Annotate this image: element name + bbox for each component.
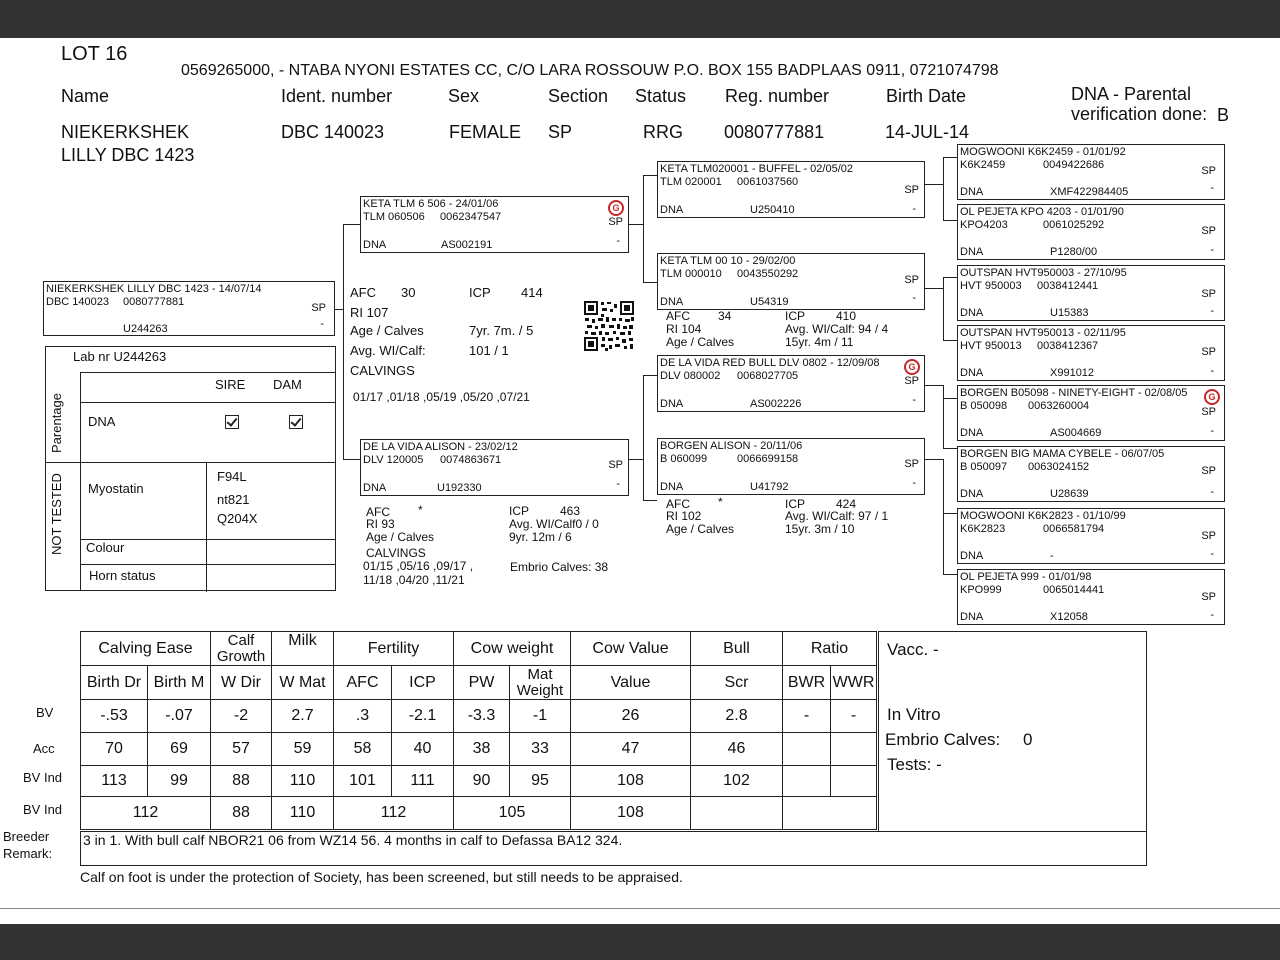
acc-cell: 70 <box>81 733 148 766</box>
ggp6-dash: - <box>1210 486 1214 498</box>
sub-value: Value <box>571 666 691 700</box>
header-reg: Reg. number <box>725 86 830 106</box>
self-age-label: Age / Calves <box>350 323 424 338</box>
gp4-section: SP <box>904 458 919 470</box>
grandparent-box-4[interactable] <box>657 438 925 495</box>
ggp1-reg: 0049422686 <box>1043 159 1105 171</box>
ggp7-id: K6K2823 <box>960 523 1006 535</box>
ggp8-reg: 0065014441 <box>1043 584 1105 596</box>
ggp1-section: SP <box>1201 165 1216 177</box>
gp4-title: BORGEN ALISON - 20/11/06 <box>660 440 803 452</box>
bv-cell: - <box>831 700 877 733</box>
ind-cell <box>783 766 831 797</box>
ind-cell: 95 <box>510 766 571 797</box>
acc-cell <box>831 733 877 766</box>
gp4-ri: RI 102 <box>666 509 702 523</box>
qr-code-icon <box>583 300 635 352</box>
ind2-cell: 108 <box>571 797 691 830</box>
ggp3-title: OUTSPAN HVT950003 - 27/10/95 <box>960 267 1127 279</box>
ggp8-section: SP <box>1201 591 1216 603</box>
ggp6-dna-label: DNA <box>960 488 984 500</box>
ggp3-dna-label: DNA <box>960 307 984 319</box>
ggp6-reg: 0063024152 <box>1028 461 1090 473</box>
ggp6-title: BORGEN BIG MAMA CYBELE - 06/07/05 <box>960 448 1165 460</box>
self-box-dash: - <box>320 318 324 330</box>
sub-birth-m: Birth M <box>148 666 211 700</box>
self-box-title: NIEKERKSHEK LILLY DBC 1423 - 14/07/14 <box>46 283 262 295</box>
gp1-id: TLM 020001 <box>660 176 722 188</box>
bv-cell: .3 <box>334 700 392 733</box>
row-label-acc: Acc <box>33 741 55 756</box>
ind2-cell <box>783 797 877 830</box>
ggp7-dna-label: DNA <box>960 550 984 562</box>
gp2-age-label: Age / Calves <box>666 335 735 349</box>
sub-birth-dr: Birth Dr <box>81 666 148 700</box>
ggp8-title: OL PEJETA 999 - 01/01/98 <box>960 571 1092 583</box>
ggp3-dna: U15383 <box>1050 307 1089 319</box>
ggp5-dash: - <box>1210 425 1214 437</box>
bv-cell: - <box>783 700 831 733</box>
self-age: 7yr. 7m. / 5 <box>469 323 534 338</box>
animal-sex: FEMALE <box>449 122 522 142</box>
dam-afc: * <box>418 503 423 517</box>
great-grandparent-box-2[interactable] <box>957 204 1225 260</box>
parentage-label: Parentage <box>49 393 64 453</box>
ggp5-reg: 0063260004 <box>1028 400 1090 412</box>
self-calvings-label: CALVINGS <box>350 363 415 378</box>
self-wi-label: Avg. WI/Calf: <box>350 343 426 358</box>
gp2-title: KETA TLM 00 10 - 29/02/00 <box>660 255 796 267</box>
ggp4-section: SP <box>1201 346 1216 358</box>
remark-label-1: Breeder <box>3 829 50 844</box>
bv-ind-group-row <box>81 797 877 830</box>
bv-row <box>81 700 877 733</box>
great-grandparent-box-3[interactable] <box>957 265 1225 321</box>
dam-dna-label: DNA <box>363 482 387 494</box>
ggp2-title: OL PEJETA KPO 4203 - 01/01/90 <box>960 206 1124 218</box>
ggp6-section: SP <box>1201 465 1216 477</box>
dam-calvings-label: CALVINGS <box>366 546 426 560</box>
lab-sire-label: SIRE <box>215 377 246 392</box>
bv-cell: -.53 <box>81 700 148 733</box>
sub-mat-weight: Mat Weight <box>510 666 571 700</box>
gp3-dna-label: DNA <box>660 398 684 410</box>
ggp3-reg: 0038412441 <box>1037 280 1099 292</box>
breeder-remark-box <box>80 831 1147 866</box>
vacc-label: Vacc. - <box>887 640 939 659</box>
ggp4-dash: - <box>1210 365 1214 377</box>
ind-cell <box>831 766 877 797</box>
gp1-reg: 0061037560 <box>737 176 799 188</box>
sub-bwr: BWR <box>783 666 831 700</box>
sire-box[interactable] <box>360 196 629 253</box>
myostatin-value-1: F94L <box>217 469 247 484</box>
gp4-id: B 060099 <box>660 453 708 465</box>
bottom-divider <box>0 908 1280 909</box>
breeding-values-table <box>80 631 877 830</box>
grandparent-box-2[interactable] <box>657 253 925 310</box>
dam-title: DE LA VIDA ALISON - 23/02/12 <box>363 441 518 453</box>
society-logo-icon: G <box>1204 389 1220 405</box>
self-icp: 414 <box>521 285 543 300</box>
gp4-icp-label: ICP <box>785 497 806 511</box>
gp1-dna-label: DNA <box>660 204 684 216</box>
lab-panel <box>45 346 336 591</box>
group-cow-weight: Cow weight <box>454 632 571 666</box>
bv-cell: -2.1 <box>392 700 454 733</box>
animal-name-1: NIEKERKSHEK <box>61 122 190 142</box>
horn-status-label: Horn status <box>89 568 156 583</box>
sire-section: SP <box>608 216 623 228</box>
grandparent-box-3[interactable] <box>657 355 925 412</box>
ggp8-dna: X12058 <box>1050 611 1088 623</box>
lab-number: Lab nr U244263 <box>73 349 167 364</box>
ind2-cell: 88 <box>211 797 272 830</box>
acc-cell: 59 <box>272 733 334 766</box>
sub-scr: Scr <box>691 666 783 700</box>
gp4-dna: U41792 <box>750 481 789 493</box>
animal-name-2: LILLY DBC 1423 <box>61 145 195 165</box>
ggp4-reg: 0038412367 <box>1037 340 1099 352</box>
header-dna-1: DNA - Parental <box>1071 84 1192 104</box>
footer-note: Calf on foot is under the protection of Society, has been screened, but still needs to be appraised. <box>80 869 683 885</box>
bv-cell: -.07 <box>148 700 211 733</box>
colour-label: Colour <box>86 540 125 555</box>
ind-cell: 110 <box>272 766 334 797</box>
acc-cell: 69 <box>148 733 211 766</box>
ggp2-dna-label: DNA <box>960 246 984 258</box>
dam-age-label: Age / Calves <box>366 530 435 544</box>
ggp2-section: SP <box>1201 225 1216 237</box>
bv-cell: -2 <box>211 700 272 733</box>
self-afc: 30 <box>401 285 416 300</box>
ggp5-dna-label: DNA <box>960 427 984 439</box>
self-box-reg: 0080777881 <box>123 296 185 308</box>
acc-cell: 46 <box>691 733 783 766</box>
ggp1-dna-label: DNA <box>960 186 984 198</box>
header-birth: Birth Date <box>886 86 967 106</box>
row-label-bv-ind-2: BV Ind <box>23 802 63 817</box>
dam-box[interactable] <box>360 439 629 496</box>
dam-icp: 463 <box>560 504 581 518</box>
ggp1-id: K6K2459 <box>960 159 1006 171</box>
sub-w-dir: W Dir <box>211 666 272 700</box>
dam-afc-label: AFC <box>366 505 390 519</box>
ind-cell: 88 <box>211 766 272 797</box>
gp3-dna: AS002226 <box>750 398 802 410</box>
sire-title: KETA TLM 6 506 - 24/01/06 <box>363 198 499 210</box>
ggp3-id: HVT 950003 <box>960 280 1022 292</box>
self-wi: 101 / 1 <box>469 343 509 358</box>
ggp2-dash: - <box>1210 244 1214 256</box>
ggp5-title: BORGEN B05098 - NINETY-EIGHT - 02/08/05 <box>960 387 1188 399</box>
dam-id: DLV 120005 <box>363 454 424 466</box>
gp2-wi: Avg. WI/Calf: 94 / 4 <box>785 322 889 336</box>
ggp8-dna-label: DNA <box>960 611 984 623</box>
ggp1-dash: - <box>1210 182 1214 194</box>
ggp6-id: B 050097 <box>960 461 1008 473</box>
dam-embrio: Embrio Calves: 38 <box>510 560 609 574</box>
ggp7-reg: 0066581794 <box>1043 523 1105 535</box>
ggp4-title: OUTSPAN HVT950013 - 02/11/95 <box>960 327 1126 339</box>
group-bull: Bull <box>691 632 783 666</box>
embrio-calves-value: 0 <box>1023 730 1033 749</box>
gp1-dash: - <box>912 203 916 215</box>
group-fertility: Fertility <box>334 632 454 666</box>
dam-ri: RI 93 <box>366 517 395 531</box>
gp4-dna-label: DNA <box>660 481 684 493</box>
ggp4-dna: X991012 <box>1050 367 1095 379</box>
ind2-cell <box>691 797 783 830</box>
animal-ident: DBC 140023 <box>281 122 385 142</box>
ind-cell: 113 <box>81 766 148 797</box>
sire-dna-check-icon <box>225 415 239 429</box>
gp4-dash: - <box>912 477 916 489</box>
great-grandparent-box-7[interactable] <box>957 508 1225 564</box>
ggp2-id: KPO4203 <box>960 219 1008 231</box>
header-sex: Sex <box>448 86 480 106</box>
myostatin-value-2: nt821 <box>217 492 250 507</box>
acc-cell: 57 <box>211 733 272 766</box>
gp4-wi: Avg. WI/Calf: 97 / 1 <box>785 509 889 523</box>
gp2-afc-label: AFC <box>666 309 690 323</box>
breeder-remark: 3 in 1. With bull calf NBOR21 06 from WZ14 56. 4 months in calf to Defassa BA12 324. <box>83 832 623 848</box>
ggp3-dash: - <box>1210 305 1214 317</box>
header-ident: Ident. number <box>281 86 393 106</box>
remark-label-2: Remark: <box>3 846 53 861</box>
group-cow-value: Cow Value <box>571 632 691 666</box>
ggp8-dash: - <box>1210 609 1214 621</box>
lot-number: LOT 16 <box>61 43 128 65</box>
gp2-icp: 410 <box>836 309 857 323</box>
self-pedigree-box[interactable] <box>43 281 335 336</box>
ind-cell: 99 <box>148 766 211 797</box>
gp4-age-label: Age / Calves <box>666 522 735 536</box>
gp2-dna-label: DNA <box>660 296 684 308</box>
group-calving-ease: Calving Ease <box>81 632 211 666</box>
animal-status: RRG <box>643 122 683 142</box>
embrio-calves-label: Embrio Calves: <box>885 730 1001 749</box>
header-name: Name <box>61 86 110 106</box>
bv-cell: 26 <box>571 700 691 733</box>
bv-cell: -1 <box>510 700 571 733</box>
ggp4-id: HVT 950013 <box>960 340 1022 352</box>
ind-cell: 90 <box>454 766 510 797</box>
self-box-dna: U244263 <box>123 323 168 335</box>
ggp7-dna: - <box>1050 550 1054 562</box>
myostatin-label: Myostatin <box>88 481 144 496</box>
gp2-id: TLM 000010 <box>660 268 722 280</box>
animal-birth: 14-JUL-14 <box>885 122 970 142</box>
sire-dna-label: DNA <box>363 239 387 251</box>
in-vitro-label: In Vitro <box>887 705 941 724</box>
bv-cell: 2.7 <box>272 700 334 733</box>
top-bar <box>0 0 1280 38</box>
ind-cell: 111 <box>392 766 454 797</box>
great-grandparent-box-4[interactable] <box>957 325 1225 381</box>
gp4-afc: * <box>718 495 723 509</box>
acc-cell: 58 <box>334 733 392 766</box>
dam-calvings-1: 01/15 ,05/16 ,09/17 , <box>363 559 474 573</box>
header-section: Section <box>548 86 609 106</box>
row-label-bv-ind-1: BV Ind <box>23 770 63 785</box>
gp2-dash: - <box>912 292 916 304</box>
gp2-reg: 0043550292 <box>737 268 799 280</box>
self-box-id: DBC 140023 <box>46 296 109 308</box>
dam-calvings-2: 11/18 ,04/20 ,11/21 <box>363 573 465 587</box>
acc-cell: 33 <box>510 733 571 766</box>
group-milk: Milk <box>272 632 334 666</box>
sub-icp: ICP <box>392 666 454 700</box>
dam-dash: - <box>616 478 620 490</box>
sub-pw: PW <box>454 666 510 700</box>
gp2-icp-label: ICP <box>785 309 806 323</box>
dam-dna: U192330 <box>437 482 482 494</box>
ind-cell: 108 <box>571 766 691 797</box>
sire-dash: - <box>616 235 620 247</box>
ggp5-dna: AS004669 <box>1050 427 1102 439</box>
gp1-section: SP <box>904 184 919 196</box>
self-box-section: SP <box>311 302 326 314</box>
gp2-dna: U54319 <box>750 296 789 308</box>
sub-wwr: WWR <box>831 666 877 700</box>
lab-dna-label: DNA <box>88 414 116 429</box>
myostatin-value-3: Q204X <box>217 511 258 526</box>
self-afc-label: AFC <box>350 285 376 300</box>
grandparent-box-1[interactable] <box>657 161 925 218</box>
header-status: Status <box>635 86 687 106</box>
dam-wi: Avg. WI/Calf0 / 0 <box>509 517 599 531</box>
self-calvings: 01/17 ,01/18 ,05/19 ,05/20 ,07/21 <box>353 390 530 404</box>
sub-afc: AFC <box>334 666 392 700</box>
group-ratio: Ratio <box>783 632 877 666</box>
ggp7-title: MOGWOONI K6K2823 - 01/10/99 <box>960 510 1126 522</box>
gp3-dash: - <box>912 394 916 406</box>
gp3-reg: 0068027705 <box>737 370 799 382</box>
self-ri: RI 107 <box>350 305 389 320</box>
self-icp-label: ICP <box>469 285 491 300</box>
great-grandparent-box-8[interactable] <box>957 569 1225 625</box>
ggp5-id: B 050098 <box>960 400 1008 412</box>
sire-dna: AS002191 <box>441 239 493 251</box>
gp4-age: 15yr. 3m / 10 <box>785 522 855 536</box>
ggp6-dna: U28639 <box>1050 488 1089 500</box>
ggp2-reg: 0061025292 <box>1043 219 1105 231</box>
gp4-icp: 424 <box>836 497 857 511</box>
gp4-afc-label: AFC <box>666 497 690 511</box>
great-grandparent-box-6[interactable] <box>957 446 1225 502</box>
ind2-cell: 112 <box>81 797 211 830</box>
acc-row <box>81 733 877 766</box>
bv-cell: 2.8 <box>691 700 783 733</box>
gp3-id: DLV 080002 <box>660 370 721 382</box>
ggp3-section: SP <box>1201 288 1216 300</box>
vaccination-panel <box>878 631 1147 832</box>
gp2-age: 15yr. 4m / 11 <box>785 335 854 349</box>
sub-header-row <box>81 666 877 700</box>
great-grandparent-box-1[interactable] <box>957 144 1225 200</box>
header-dna-value: B <box>1217 105 1230 125</box>
gp4-reg: 0066699158 <box>737 453 799 465</box>
society-logo-icon: G <box>608 200 624 216</box>
dam-section: SP <box>608 459 623 471</box>
gp2-section: SP <box>904 274 919 286</box>
bottom-bar <box>0 924 1280 960</box>
ggp2-dna: P1280/00 <box>1050 246 1098 258</box>
dam-icp-label: ICP <box>509 504 530 518</box>
gp2-afc: 34 <box>718 309 732 323</box>
lab-dam-label: DAM <box>273 377 302 392</box>
ggp8-id: KPO999 <box>960 584 1002 596</box>
ggp4-dna-label: DNA <box>960 367 984 379</box>
acc-cell: 40 <box>392 733 454 766</box>
tests-label: Tests: - <box>887 755 942 774</box>
gp1-title: KETA TLM020001 - BUFFEL - 02/05/02 <box>660 163 854 175</box>
sub-w-mat: W Mat <box>272 666 334 700</box>
dam-reg: 0074863671 <box>440 454 502 466</box>
not-tested-label: NOT TESTED <box>49 473 64 555</box>
gp1-dna: U250410 <box>750 204 795 216</box>
ggp7-dash: - <box>1210 548 1214 560</box>
acc-cell: 38 <box>454 733 510 766</box>
acc-cell <box>783 733 831 766</box>
bv-ind-row <box>81 766 877 797</box>
ind2-cell: 112 <box>334 797 454 830</box>
ind-cell: 102 <box>691 766 783 797</box>
ggp1-title: MOGWOONI K6K2459 - 01/01/92 <box>960 146 1126 158</box>
animal-section: SP <box>548 122 573 142</box>
ind2-cell: 105 <box>454 797 571 830</box>
group-calf-growth: Calf Growth <box>211 632 272 666</box>
dam-age: 9yr. 12m / 6 <box>509 530 572 544</box>
sire-id: TLM 060506 <box>363 211 425 223</box>
society-logo-icon: G <box>904 359 920 375</box>
ind2-cell: 110 <box>272 797 334 830</box>
dam-dna-check-icon <box>289 415 303 429</box>
acc-cell: 47 <box>571 733 691 766</box>
ggp1-dna: XMF422984405 <box>1050 186 1129 198</box>
animal-reg: 0080777881 <box>724 122 825 142</box>
gp2-ri: RI 104 <box>666 322 702 336</box>
owner-line: 0569265000, - NTABA NYONI ESTATES CC, C/O LARA ROSSOUW P.O. BOX 155 BADPLAAS 0911, 0721074798 <box>181 62 999 79</box>
header-dna-2: verification done: <box>1071 104 1208 124</box>
sire-reg: 0062347547 <box>440 211 502 223</box>
row-label-bv: BV <box>36 705 54 720</box>
gp3-section: SP <box>904 375 919 387</box>
bv-cell: -3.3 <box>454 700 510 733</box>
ggp7-section: SP <box>1201 530 1216 542</box>
great-grandparent-box-5[interactable] <box>957 385 1225 441</box>
gp3-title: DE LA VIDA RED BULL DLV 0802 - 12/09/08 <box>660 357 880 369</box>
ggp5-section: SP <box>1201 406 1216 418</box>
ind-cell: 101 <box>334 766 392 797</box>
